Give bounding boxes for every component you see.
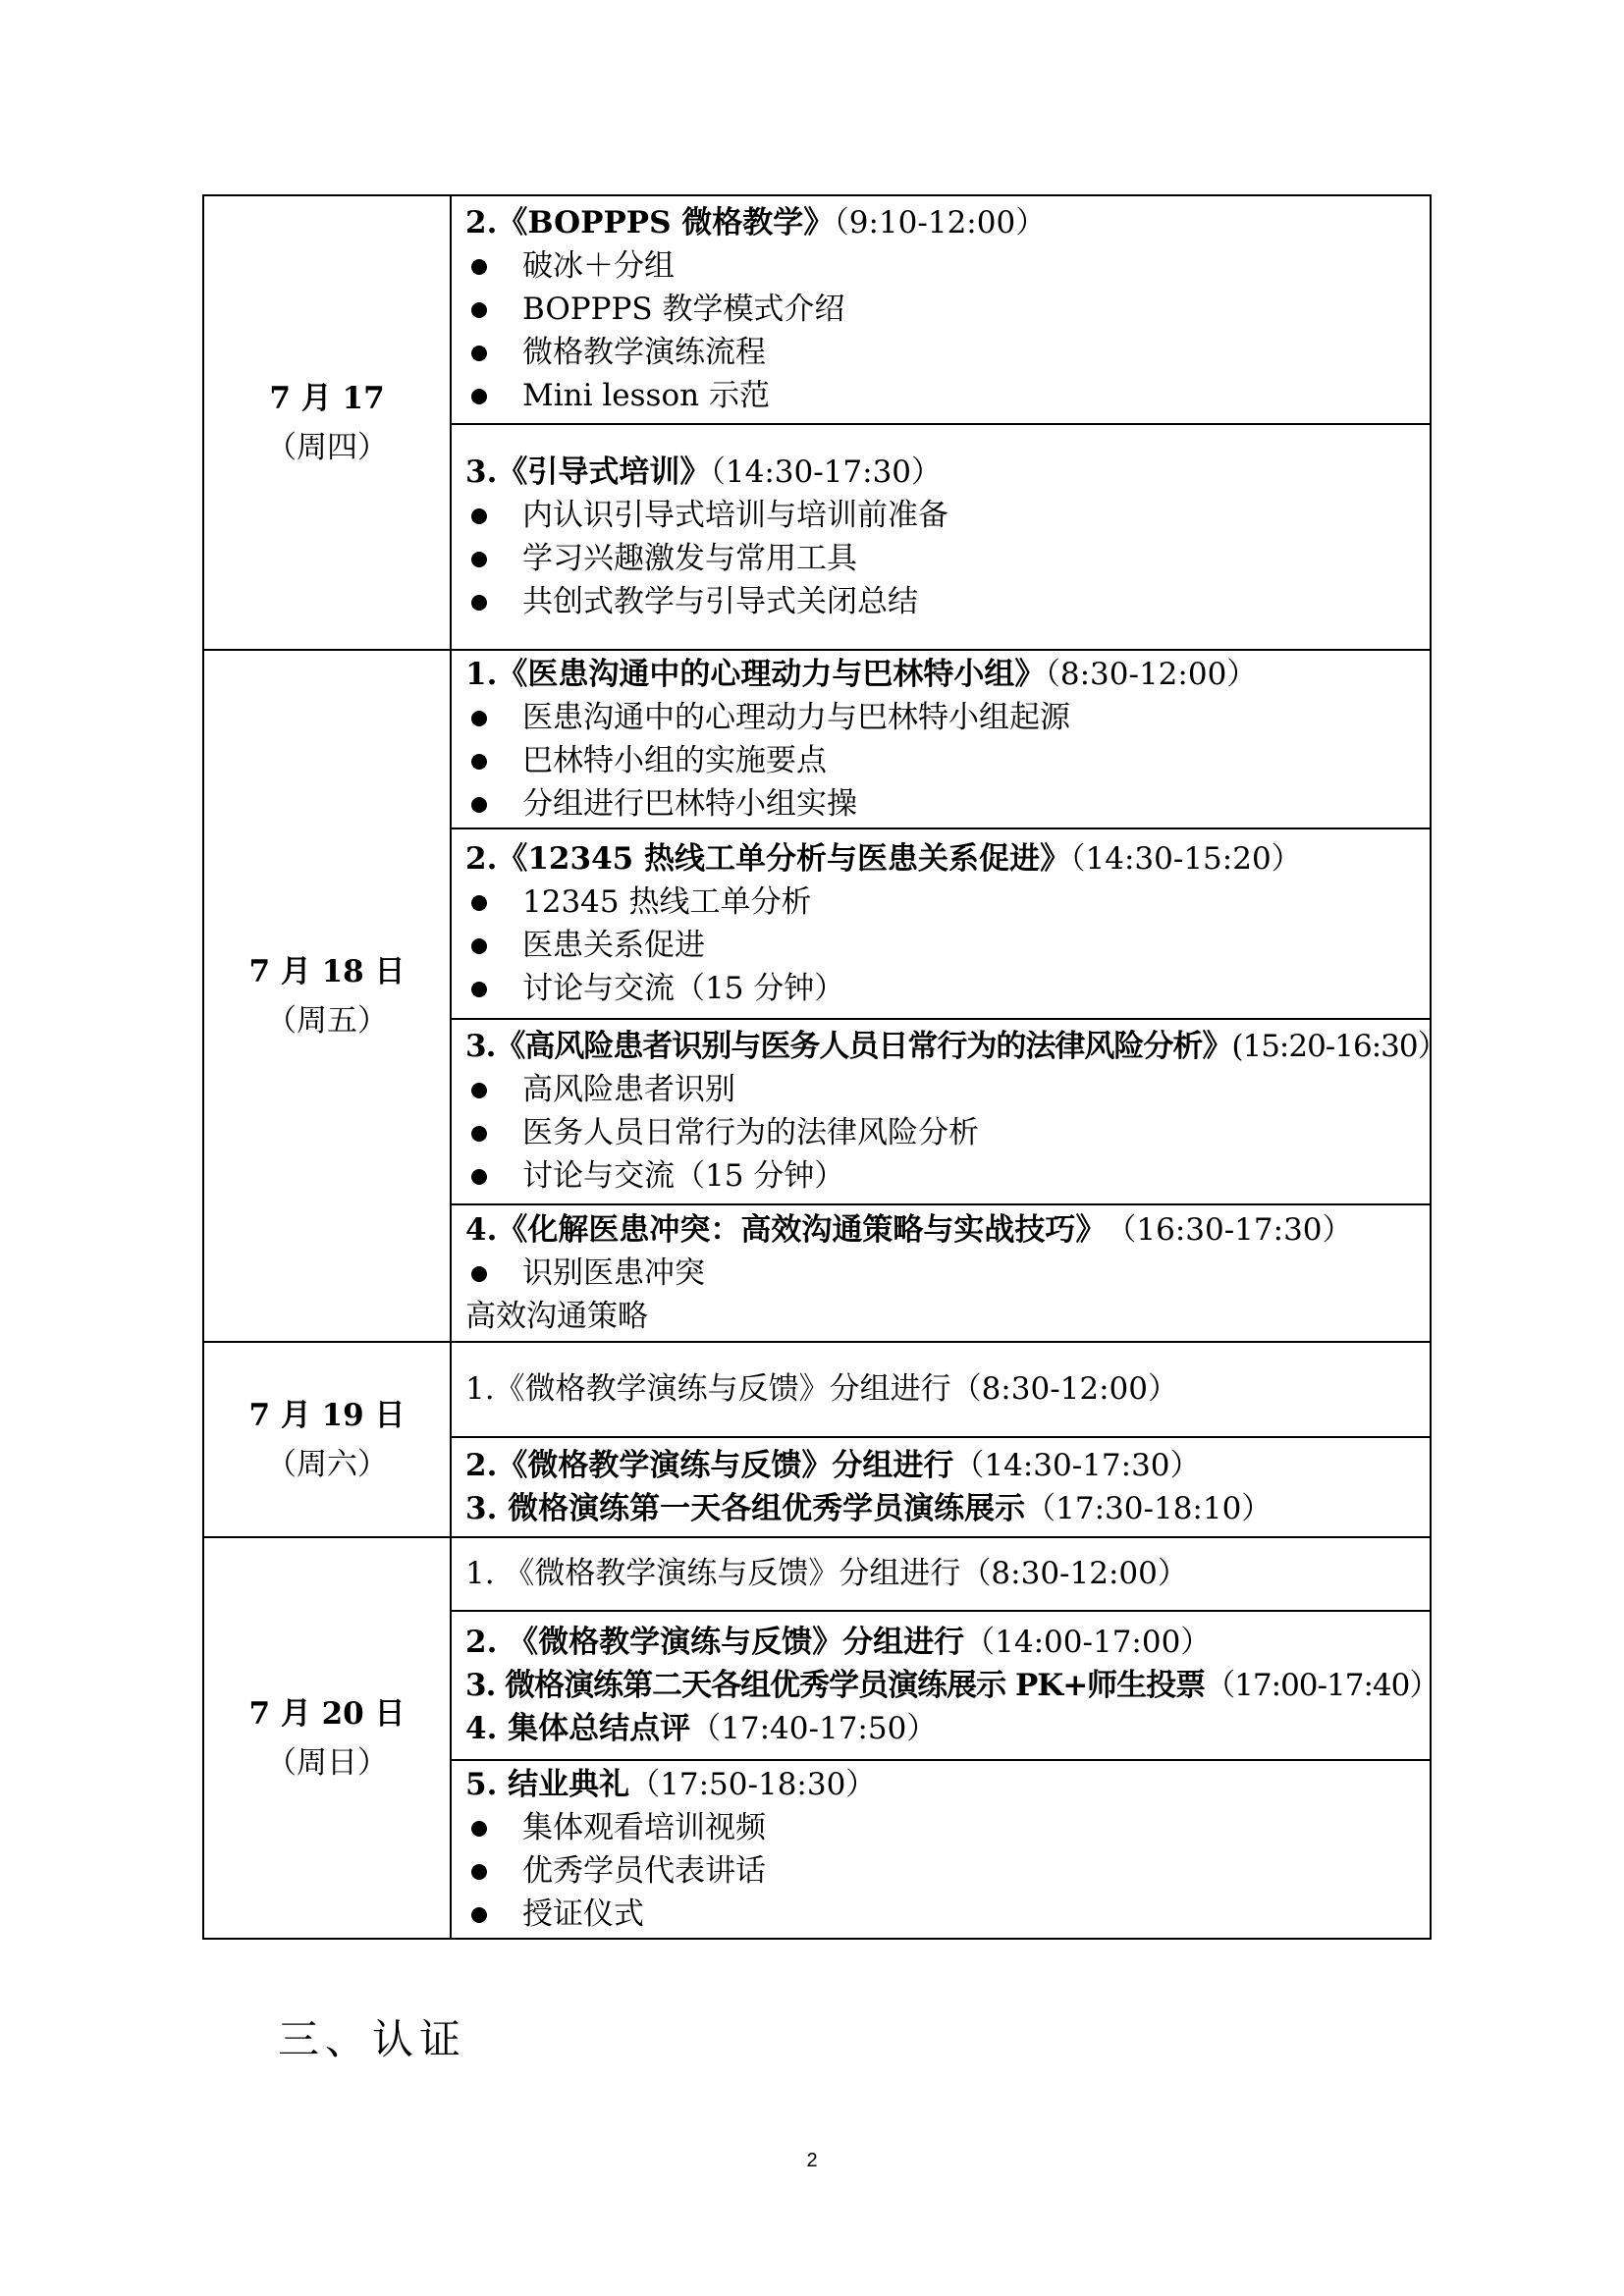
bullet-list [465,1806,1426,1936]
session-row [203,195,1431,424]
schedule-table [202,194,1447,1940]
date-label: 7 月 20 日 [248,1695,406,1732]
bullet-icon [471,1907,487,1923]
session-time: （17:30-18:10） [1025,1490,1272,1526]
list-item: 医患关系促进 [465,924,1426,967]
bullet-icon [471,982,487,997]
bullet-list [465,1068,1426,1198]
bullet-list [465,696,1426,826]
bullet-icon [471,302,487,318]
bullet-icon [471,1126,487,1142]
list-item: 医务人员日常行为的法律风险分析 [465,1111,1426,1154]
bullet-list [465,881,1426,1010]
session-cell [451,1342,1431,1437]
session-row [203,650,1431,828]
weekday-label: （周五） [266,1002,388,1039]
bullet-icon [471,508,487,524]
session-title: 2.《12345 热线工单分析与医患关系促进》（14:30-15:20） [465,840,1302,877]
bullet-icon [471,938,487,954]
bullet-icon [471,1266,487,1282]
schedule-line: 1.《微格教学演练与反馈》分组进行（8:30-12:00） [465,1371,1179,1407]
list-item: 微格教学演练流程 [465,331,1426,374]
date-cell-day-3 [203,1342,451,1537]
bullet-icon [471,711,487,726]
list-item: 破冰＋分组 [465,244,1426,288]
list-item: 讨论与交流（15 分钟） [465,967,1426,1010]
list-item: Mini lesson 示范 [465,374,1426,417]
weekday-label: （周六） [266,1446,388,1482]
schedule-line: 2.《微格教学演练与反馈》分组进行（14:30-17:30） [465,1447,1201,1483]
list-item: 学习兴趣激发与常用工具 [465,537,1426,580]
section-heading: 三、认证 [278,2015,467,2063]
bullet-icon [471,552,487,567]
bullet-icon [471,895,487,911]
date-cell-day-1 [203,195,451,650]
session-time: （14:30-15:20） [1070,840,1302,877]
list-item: 内认识引导式培训与培训前准备 [465,494,1426,537]
session-title: 5. 结业典礼（17:50-18:30） [465,1766,877,1802]
session-title: 1.《医患沟通中的心理动力与巴林特小组》（8:30-12:00） [465,656,1258,692]
session-cell [451,424,1431,650]
session-time: （8:30-12:00） [950,1371,1179,1407]
bullet-icon [471,389,487,404]
schedule-line: 1. 《微格教学演练与反馈》分组进行（8:30-12:00） [465,1556,1188,1591]
session-time: （8:30-12:00） [1045,656,1258,692]
session-time: （9:10-12:00） [834,205,1047,240]
session-time: （14:00-17:00） [964,1624,1212,1660]
session-row [203,1342,1431,1437]
session-time: （8:30-12:00） [960,1556,1188,1591]
list-item: 识别医患冲突 [465,1252,1426,1295]
session-cell [451,1537,1431,1611]
bullet-list [465,494,1426,623]
session-time: （17:50-18:30） [629,1766,877,1802]
bullet-icon [471,1821,487,1837]
bullet-icon [471,259,487,275]
bullet-icon [471,754,487,770]
list-item: 高风险患者识别 [465,1068,1426,1111]
schedule-line: 3. 微格演练第一天各组优秀学员演练展示（17:30-18:10） [465,1490,1272,1526]
schedule-line: 2. 《微格教学演练与反馈》分组进行（14:00-17:00） [465,1624,1212,1660]
schedule-line: 4. 集体总结点评（17:40-17:50） [465,1710,938,1746]
bullet-list [465,1252,1426,1295]
bullet-icon [471,595,487,611]
session-title: 3.《高风险患者识别与医务人员日常行为的法律风险分析》(15:20-16:30） [465,1029,1447,1064]
session-cell [451,1204,1431,1342]
session-row [203,1537,1431,1611]
date-label: 7 月 18 日 [248,953,406,989]
list-item: 优秀学员代表讲话 [465,1849,1426,1893]
weekday-label: （周日） [266,1744,388,1781]
session-time: （16:30-17:30） [1090,1211,1353,1248]
session-time: (15:20-16:30） [1231,1029,1447,1064]
date-label: 7 月 17 [269,380,385,416]
list-item: 12345 热线工单分析 [465,881,1426,924]
session-cell [451,1437,1431,1537]
session-cell [451,1019,1447,1204]
trailing-line: 高效沟通策略 [465,1298,648,1334]
date-cell-day-2 [203,650,451,1342]
weekday-label: （周四） [266,429,388,465]
date-label: 7 月 19 日 [248,1397,406,1433]
bullet-icon [471,346,487,361]
session-cell [451,828,1431,1019]
bullet-icon [471,1864,487,1880]
list-item: 授证仪式 [465,1893,1426,1936]
session-cell [451,1760,1431,1939]
session-title: 3.《引导式培训》（14:30-17:30） [465,454,943,490]
session-cell [451,195,1431,424]
list-item: 讨论与交流（15 分钟） [465,1154,1426,1198]
session-cell [451,1611,1439,1760]
bullet-icon [471,797,487,813]
list-item: BOPPPS 教学模式介绍 [465,288,1426,331]
bullet-list [465,244,1426,417]
session-cell [451,650,1431,828]
session-time: （17:40-17:50） [690,1710,938,1746]
session-time: （14:30-17:30） [710,454,943,490]
list-item: 巴林特小组的实施要点 [465,739,1426,782]
session-time: （17:00-17:40） [1205,1667,1439,1703]
list-item: 共创式教学与引导式关闭总结 [465,580,1426,623]
list-item: 集体观看培训视频 [465,1806,1426,1849]
date-cell-day-4 [203,1537,451,1939]
session-title: 4.《化解医患冲突：高效沟通策略与实战技巧》 （16:30-17:30） [465,1211,1353,1248]
bullet-icon [471,1083,487,1098]
session-title: 2.《BOPPPS 微格教学》（9:10-12:00） [465,205,1047,240]
bullet-icon [471,1169,487,1185]
schedule-line: 3. 微格演练第二天各组优秀学员演练展示 PK+师生投票（17:00-17:40） [465,1667,1439,1703]
page-number: 2 [806,2150,818,2171]
session-time: （14:30-17:30） [953,1447,1201,1483]
list-item: 医患沟通中的心理动力与巴林特小组起源 [465,696,1426,739]
list-item: 分组进行巴林特小组实操 [465,782,1426,826]
